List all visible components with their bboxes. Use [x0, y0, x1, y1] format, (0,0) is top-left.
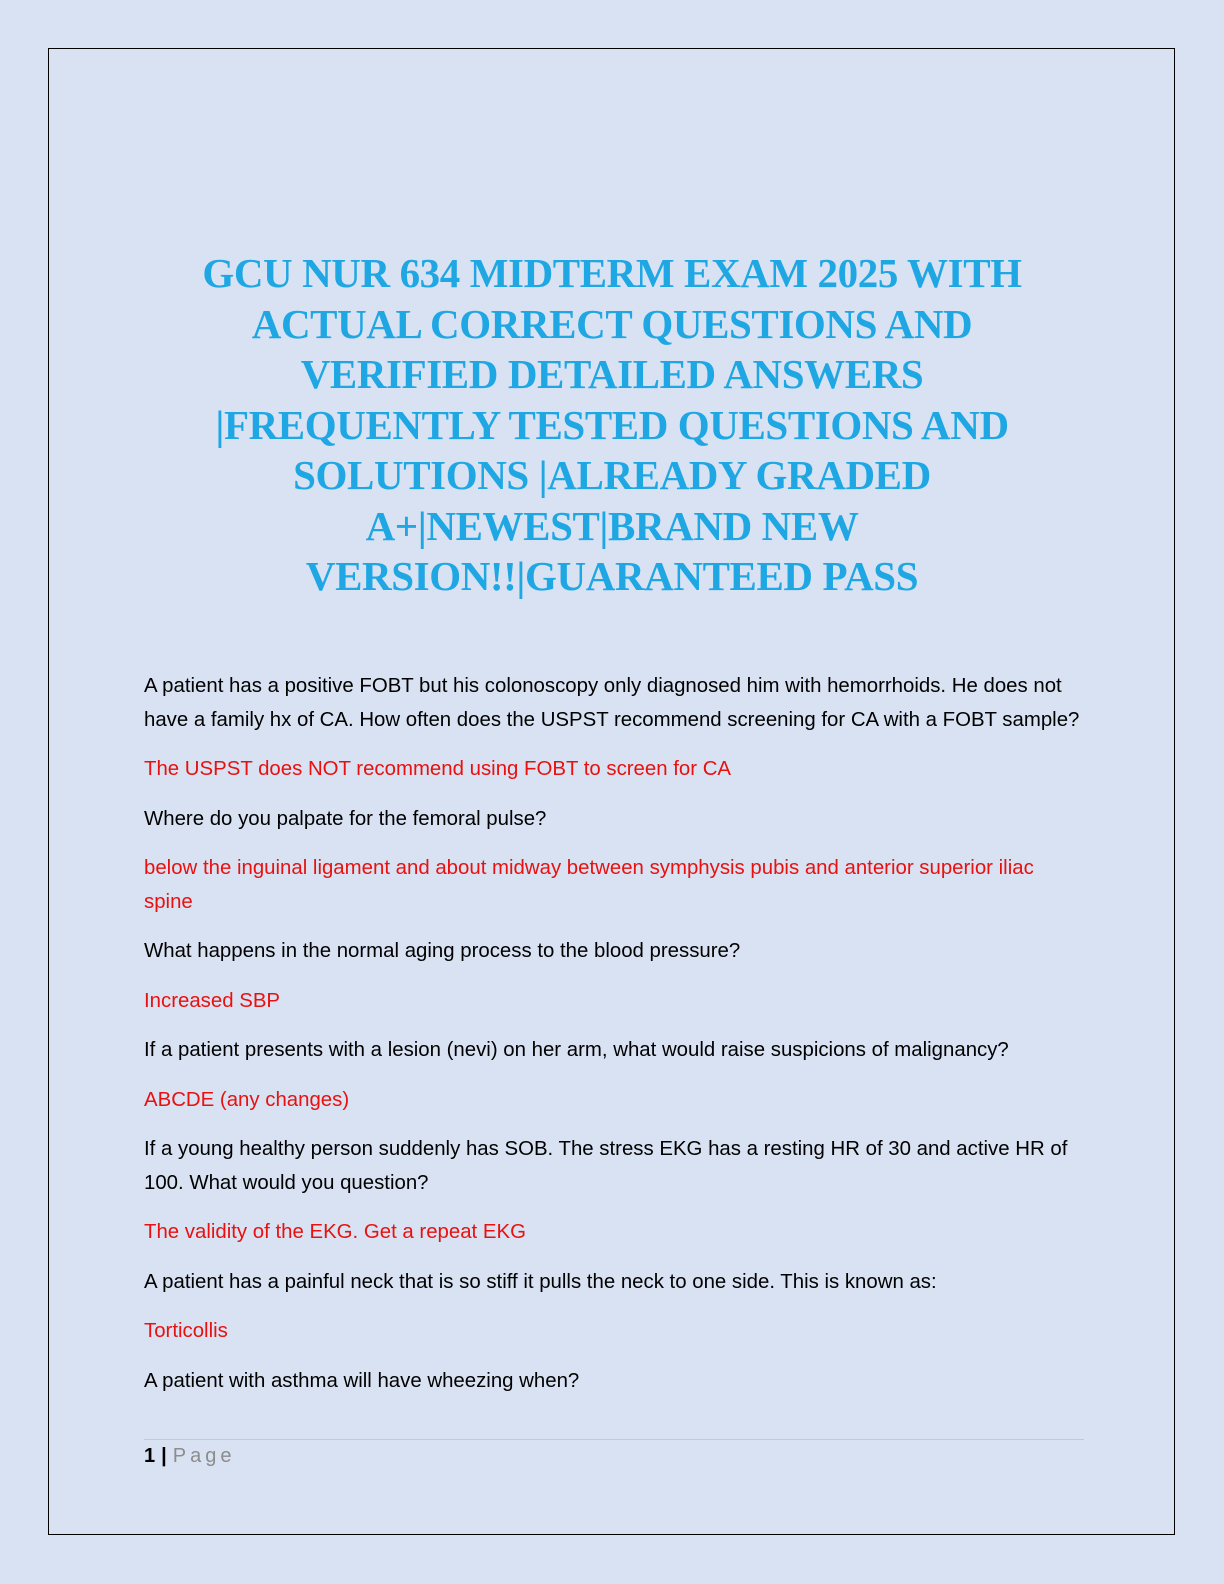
question-text: What happens in the normal aging process to the blood pressure?	[144, 940, 741, 962]
question-text: If a patient presents with a lesion (nevi) on her arm, what would raise suspicions of malignancy?	[144, 1039, 1009, 1061]
title-line: VERSION!!|GUARANTEED PASS	[305, 553, 919, 599]
page-footer	[144, 1443, 235, 1469]
qa-content	[144, 670, 1084, 1414]
title-line: A+|NEWEST|BRAND NEW	[365, 502, 859, 549]
answer-text: Increased SBP	[144, 989, 281, 1012]
answer-text: Torticollis	[144, 1320, 228, 1342]
footer-divider	[144, 1439, 1084, 1440]
title-line: GCU NUR 634 MIDTERM EXAM 2025 WITH	[202, 250, 1022, 296]
document-title	[150, 248, 1074, 602]
title-line: |FREQUENTLY TESTED QUESTIONS AND	[215, 401, 1009, 448]
page-number: 1	[144, 1445, 156, 1467]
answer-text: ABCDE (any changes)	[144, 1088, 350, 1111]
question-text: If a young healthy person suddenly has SOB. The stress EKG has a resting HR of 30 and active HR of 100. What would you question?	[144, 1138, 1068, 1194]
title-line: ACTUAL CORRECT QUESTIONS AND	[251, 300, 973, 347]
page-label: Page	[172, 1445, 236, 1467]
title-line: SOLUTIONS |ALREADY GRADED	[293, 452, 931, 498]
footer-separator: |	[161, 1445, 167, 1467]
answer-text: below the inguinal ligament and about midway between symphysis pubis and anterior superior iliac spine	[144, 857, 1034, 913]
answer-text: The USPST does NOT recommend using FOBT to screen for CA	[144, 758, 732, 780]
question-text: A patient with asthma will have wheezing when?	[144, 1369, 580, 1392]
question-text: Where do you palpate for the femoral pulse?	[144, 807, 547, 830]
question-text: A patient has a painful neck that is so stiff it pulls the neck to one side. This is known as:	[144, 1270, 937, 1293]
answer-text: The validity of the EKG. Get a repeat EKG	[144, 1221, 526, 1243]
title-line: VERIFIED DETAILED ANSWERS	[300, 351, 924, 397]
question-text: A patient has a positive FOBT but his colonoscopy only diagnosed him with hemorrhoids. He does not have a family hx of CA. How often does the USPST recommend screening for CA with a FOBT sample?	[144, 675, 1080, 731]
